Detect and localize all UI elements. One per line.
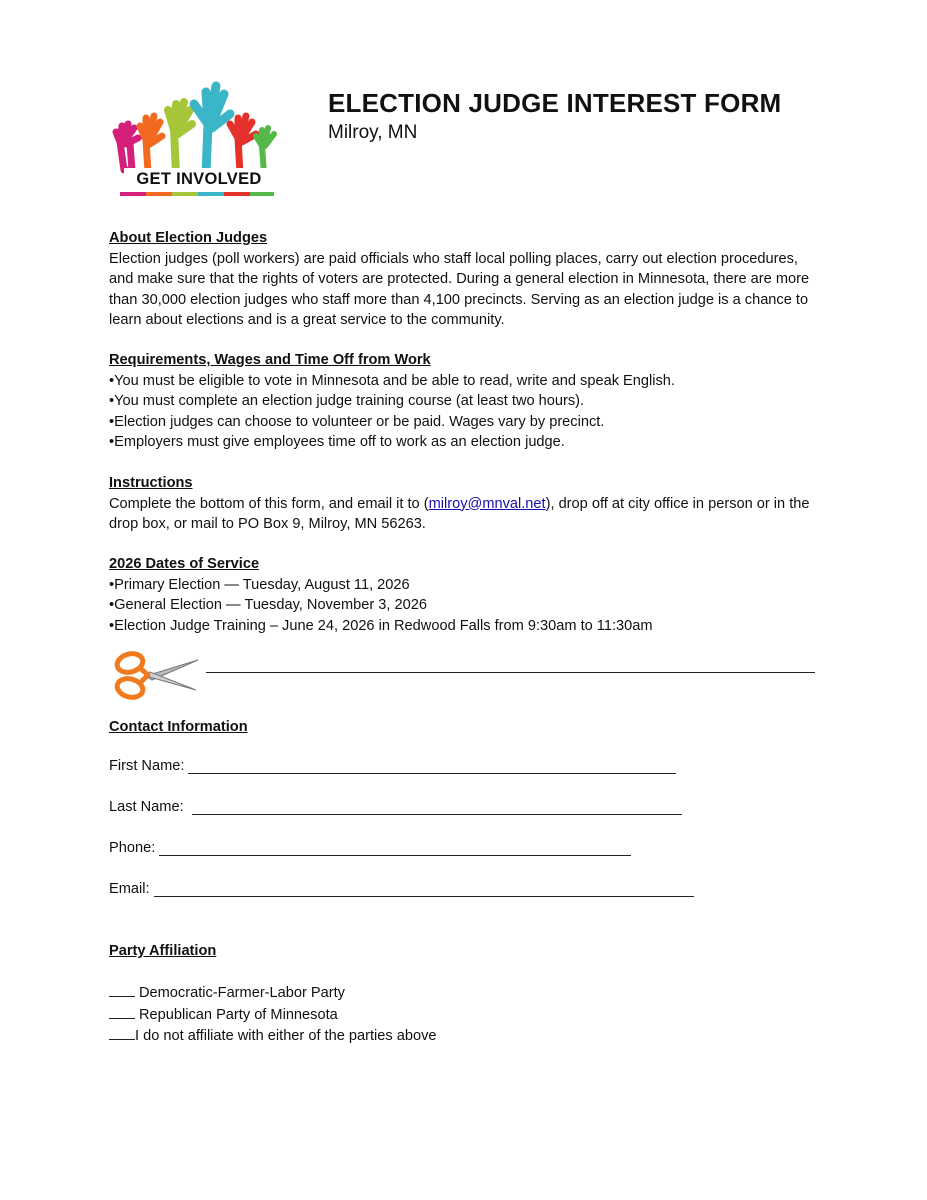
date-item: •Primary Election — Tuesday, August 11, 2026 bbox=[109, 576, 410, 593]
phone-label: Phone: bbox=[109, 840, 156, 856]
party-section bbox=[109, 941, 821, 962]
requirement-item: •Election judges can choose to volunteer or be paid. Wages vary by precinct. bbox=[109, 413, 605, 430]
requirement-item: •You must complete an election judge training course (at least two hours). bbox=[109, 393, 585, 409]
email-field bbox=[109, 881, 694, 897]
party-blank[interactable] bbox=[109, 982, 135, 997]
requirements-heading: Requirements, Wages and Time Off from Work bbox=[109, 352, 431, 368]
party-options bbox=[109, 982, 437, 1047]
instructions-text-after: ), drop off at city office in person or in the drop box, or mail to PO Box 9, Milroy, MN 56263. bbox=[109, 495, 810, 532]
instructions-text-before: Complete the bottom of this form, and email it to ( bbox=[109, 495, 429, 512]
instructions-heading: Instructions bbox=[109, 475, 193, 491]
first-name-field bbox=[109, 758, 676, 774]
contact-section bbox=[109, 717, 821, 738]
first-name-input[interactable] bbox=[188, 758, 676, 774]
cut-line bbox=[206, 672, 815, 673]
dates-section bbox=[109, 554, 821, 636]
party-option-none[interactable] bbox=[109, 1025, 437, 1047]
requirement-item: •Employers must give employees time off to work as an election judge. bbox=[109, 434, 565, 450]
party-option-label: I do not affiliate with either of the parties above bbox=[135, 1028, 437, 1044]
page-title: ELECTION JUDGE INTEREST FORM bbox=[328, 88, 782, 118]
about-section bbox=[109, 228, 821, 331]
phone-input[interactable] bbox=[159, 840, 631, 856]
email-input[interactable] bbox=[154, 881, 694, 897]
page-subtitle: Milroy, MN bbox=[328, 122, 418, 143]
last-name-field bbox=[109, 799, 682, 815]
party-blank[interactable] bbox=[109, 1004, 135, 1019]
about-text: Election judges (poll workers) are paid officials who staff local polling places, carry out election procedures, and make sure that the rights of voters are protected. During a general election in Minnesota, there are more than 30,000 election judges who staff more than 4,100 precincts. Serving as an election judge is a chance to learn about elections and is a great service to the community. bbox=[109, 250, 810, 328]
get-involved-logo bbox=[110, 80, 278, 198]
party-option-dfl[interactable] bbox=[109, 982, 437, 1004]
dates-heading: 2026 Dates of Service bbox=[109, 556, 260, 572]
party-option-label: Democratic-Farmer-Labor Party bbox=[139, 985, 345, 1001]
requirement-item: •You must be eligible to vote in Minnesota and be able to read, write and speak English. bbox=[109, 372, 675, 389]
party-option-republican[interactable] bbox=[109, 1004, 437, 1026]
scissors-icon bbox=[112, 650, 200, 700]
date-item: •Election Judge Training – June 24, 2026 in Redwood Falls from 9:30am to 11:30am bbox=[109, 617, 653, 634]
date-item: •General Election — Tuesday, November 3, 2026 bbox=[109, 597, 427, 613]
party-heading: Party Affiliation bbox=[109, 943, 217, 959]
first-name-label: First Name: bbox=[109, 758, 185, 774]
contact-heading: Contact Information bbox=[109, 719, 248, 735]
instructions-text bbox=[109, 494, 821, 535]
logo-text: GET INVOLVED bbox=[124, 168, 274, 190]
email-link[interactable]: milroy@mnval.net bbox=[428, 495, 546, 512]
requirements-section bbox=[109, 350, 821, 453]
about-heading: About Election Judges bbox=[109, 230, 268, 246]
phone-field bbox=[109, 840, 631, 856]
party-option-label: Republican Party of Minnesota bbox=[139, 1006, 338, 1023]
party-blank[interactable] bbox=[109, 1025, 135, 1040]
last-name-label: Last Name: bbox=[109, 799, 184, 815]
email-label: Email: bbox=[109, 881, 150, 897]
instructions-section bbox=[109, 473, 821, 535]
last-name-input[interactable] bbox=[192, 799, 682, 815]
